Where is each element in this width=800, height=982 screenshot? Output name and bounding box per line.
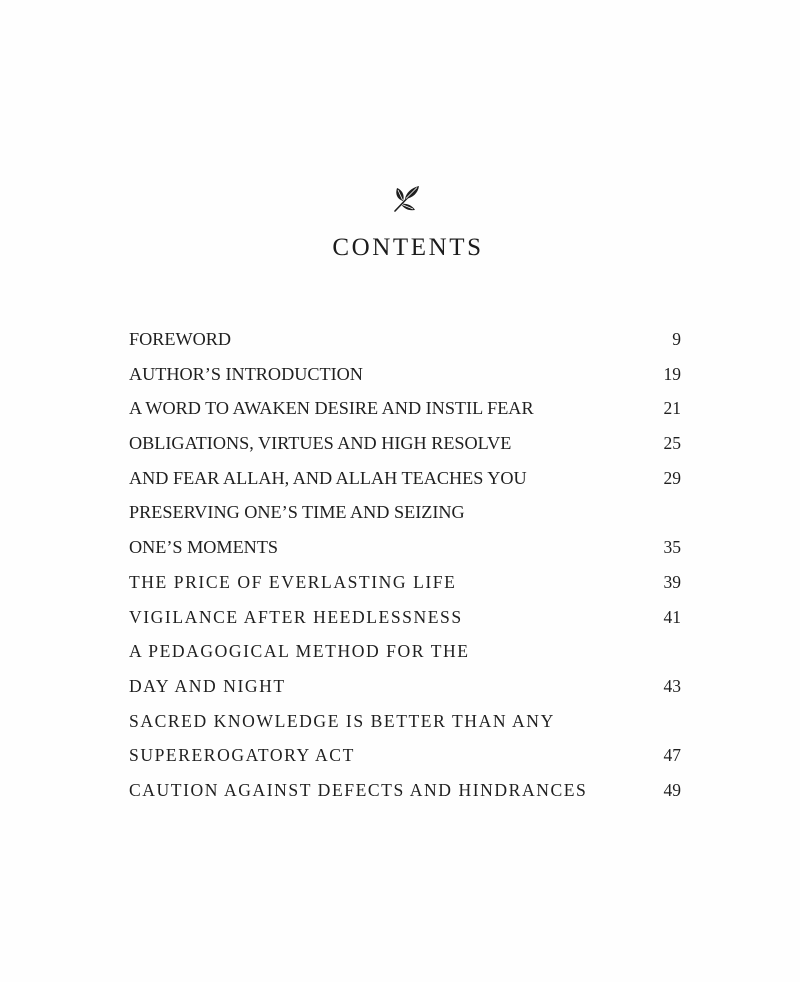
table-of-contents: [129, 326, 681, 812]
toc-entry-page: 39: [663, 571, 681, 592]
toc-entry-page: 25: [663, 433, 681, 454]
leaf-sprig-icon: [391, 184, 421, 214]
toc-entry-label: SUPEREROGATORY ACT: [129, 745, 355, 766]
toc-entry-label: AND FEAR ALLAH, AND ALLAH TEACHES YOU: [129, 467, 527, 488]
toc-entry-page: 41: [663, 606, 681, 627]
toc-entry-page: 29: [663, 467, 681, 488]
toc-entry-label: FOREWORD: [129, 329, 232, 349]
toc-entry-label: OBLIGATIONS, VIRTUES AND HIGH RESOLVE: [129, 433, 512, 454]
toc-entry-label: THE PRICE OF EVERLASTING LIFE: [129, 571, 457, 592]
toc-entry[interactable]: [129, 777, 681, 812]
toc-entry-page: 35: [663, 537, 681, 558]
toc-entry-label: AUTHOR’S INTRODUCTION: [129, 363, 363, 384]
toc-entry-label: DAY AND NIGHT: [129, 675, 286, 696]
page-title: CONTENTS: [332, 234, 484, 261]
toc-entry-page: 19: [663, 363, 681, 384]
toc-entry[interactable]: [129, 742, 681, 777]
toc-entry-label: A WORD TO AWAKEN DESIRE AND INSTIL FEAR: [129, 398, 534, 419]
toc-entry-label: VIGILANCE AFTER HEEDLESSNESS: [129, 606, 463, 627]
toc-entry[interactable]: [129, 708, 681, 743]
toc-entry[interactable]: [129, 430, 681, 465]
toc-entry-page: 9: [672, 329, 681, 349]
toc-entry[interactable]: [129, 326, 681, 361]
toc-entry-page: 43: [663, 675, 681, 696]
toc-entry-page: 49: [663, 779, 681, 800]
toc-entry-label: CAUTION AGAINST DEFECTS AND HINDRANCES: [129, 779, 588, 800]
toc-entry[interactable]: [129, 638, 681, 673]
toc-entry[interactable]: [129, 395, 681, 430]
toc-entry-page: 21: [663, 398, 681, 419]
toc-entry-label: ONE’S MOMENTS: [129, 537, 279, 558]
toc-entry[interactable]: [129, 361, 681, 396]
toc-entry[interactable]: [129, 673, 681, 708]
toc-entry-label: SACRED KNOWLEDGE IS BETTER THAN ANY: [129, 710, 555, 731]
toc-entry[interactable]: [129, 604, 681, 639]
toc-entry-label: A PEDAGOGICAL METHOD FOR THE: [129, 641, 470, 662]
toc-entry[interactable]: [129, 569, 681, 604]
toc-entry[interactable]: [129, 499, 681, 534]
toc-entry[interactable]: [129, 465, 681, 500]
toc-entry-label: PRESERVING ONE’S TIME AND SEIZING: [129, 502, 465, 523]
toc-entry-page: 47: [663, 745, 681, 766]
toc-entry[interactable]: [129, 534, 681, 569]
